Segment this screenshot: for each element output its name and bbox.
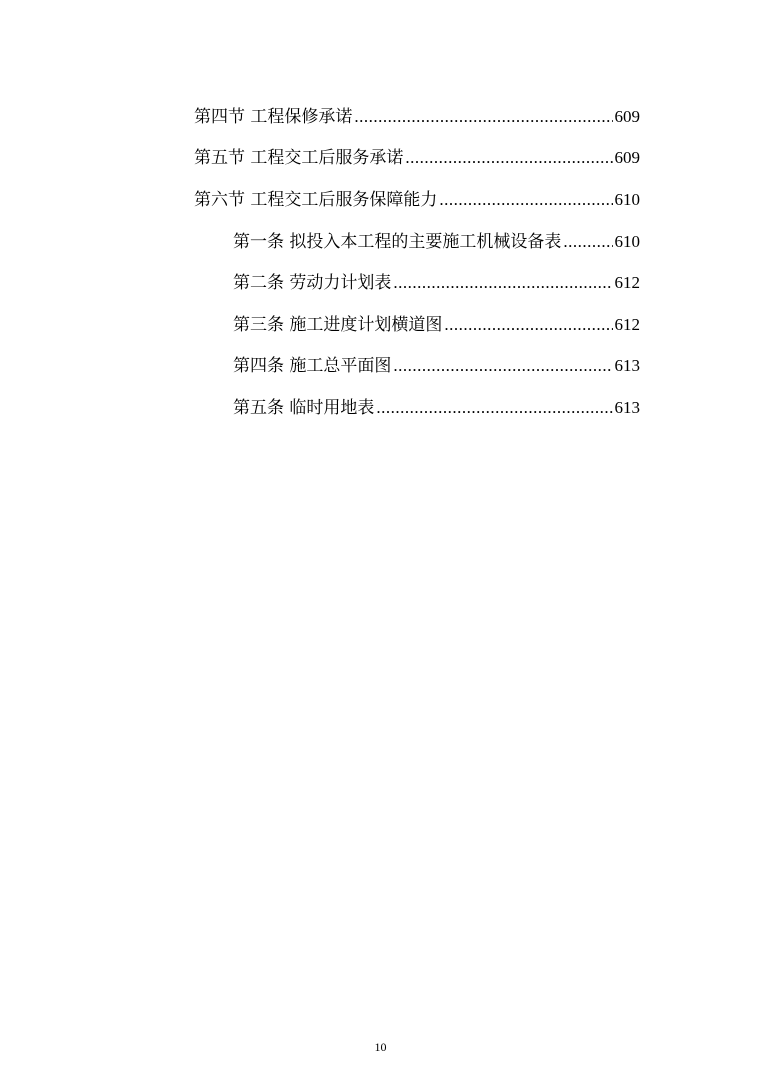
toc-entry[interactable]: [0, 138, 640, 180]
toc-dot-leader: [393, 355, 612, 377]
toc-entry-page: 613: [614, 397, 640, 417]
toc-entry-page: 610: [614, 231, 640, 251]
toc-entry[interactable]: [0, 387, 640, 429]
toc-dot-leader: [405, 147, 612, 169]
toc-dot-leader: [393, 272, 612, 294]
toc-entry[interactable]: [0, 304, 640, 346]
toc-entry-label: 第四节 工程保修承诺: [194, 106, 353, 127]
toc-entry[interactable]: [0, 262, 640, 304]
toc-entry-label: 第六节 工程交工后服务保障能力: [194, 189, 438, 210]
page-number: 10: [374, 1040, 387, 1054]
toc-dot-leader: [354, 106, 612, 128]
toc-entry-label: 第五条 临时用地表: [233, 397, 375, 418]
toc-entry[interactable]: [0, 96, 640, 138]
toc-entry[interactable]: [0, 179, 640, 221]
toc-entry-label: 第五节 工程交工后服务承诺: [194, 148, 404, 169]
toc-entry-page: 609: [614, 106, 640, 126]
toc-entry-label: 第一条 拟投入本工程的主要施工机械设备表: [233, 231, 562, 252]
toc-dot-leader: [563, 231, 612, 253]
toc-dot-leader: [376, 397, 612, 419]
toc-entry-page: 610: [614, 189, 640, 209]
toc-entry[interactable]: [0, 346, 640, 388]
toc-entry-label: 第四条 施工总平面图: [233, 356, 392, 377]
toc-entry-label: 第三条 施工进度计划横道图: [233, 314, 443, 335]
toc-entry-label: 第二条 劳动力计划表: [233, 273, 392, 294]
toc-dot-leader: [439, 189, 612, 211]
toc-entry-page: 609: [614, 148, 640, 168]
toc-entry[interactable]: [0, 221, 640, 263]
toc-entry-page: 613: [614, 356, 640, 376]
toc-entry-page: 612: [614, 314, 640, 334]
toc-dot-leader: [444, 314, 612, 336]
table-of-contents: [0, 96, 761, 429]
toc-entry-page: 612: [614, 273, 640, 293]
